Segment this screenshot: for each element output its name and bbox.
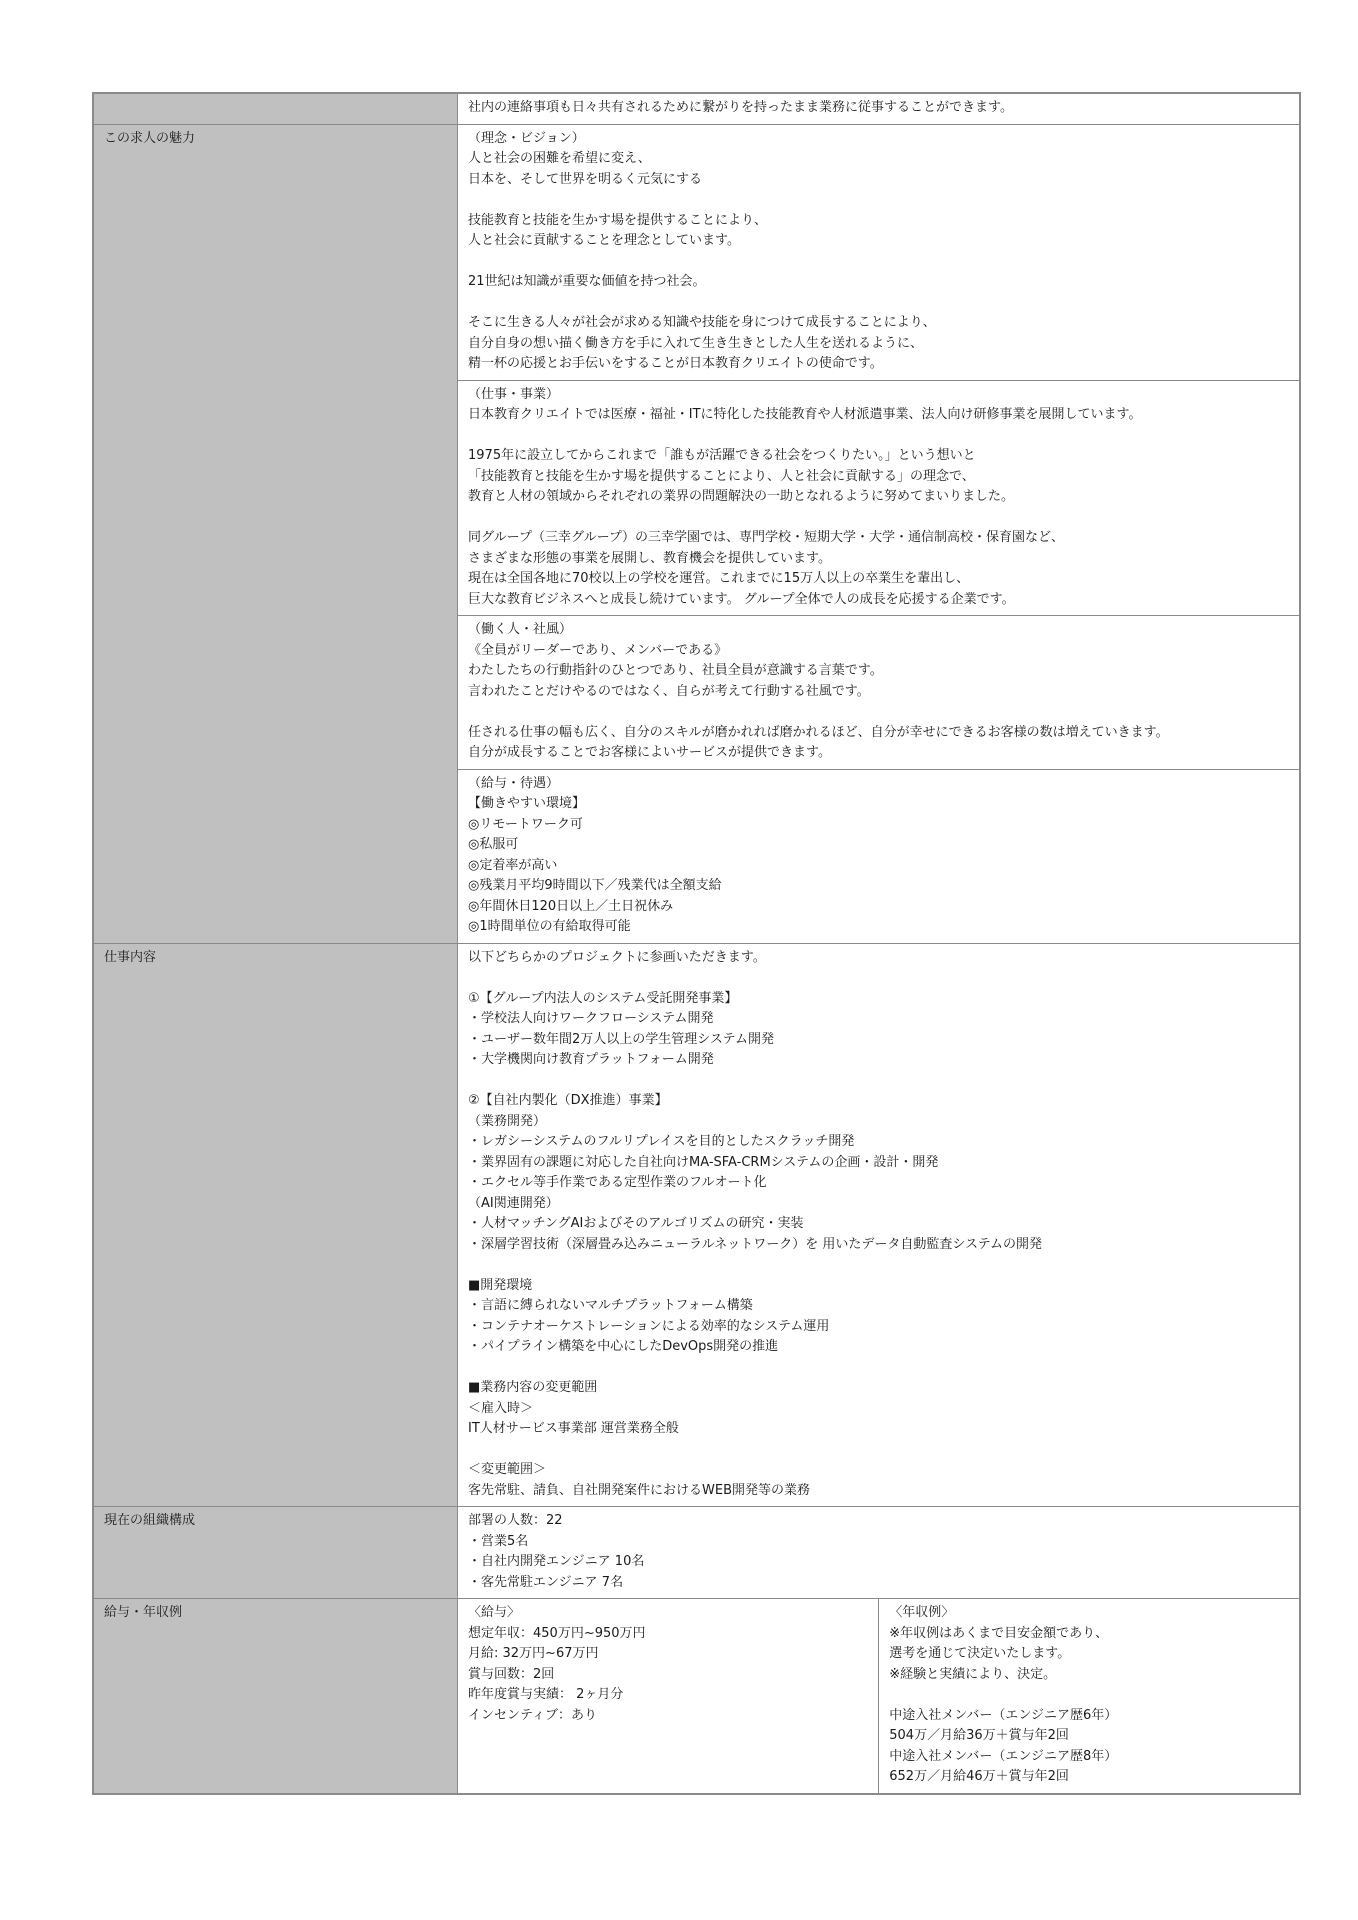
text-line: ・学校法人向けワークフローシステム開発 — [468, 1011, 714, 1026]
text-line: 自分が成長することでお客様によいサービスが提供できます。 — [468, 745, 831, 760]
text-line: 日本を、そして世界を明るく元気にする — [468, 171, 703, 187]
text-lines — [468, 385, 1289, 611]
text-lines — [468, 948, 1289, 1502]
row-appeal-vision — [93, 124, 1300, 380]
text-line — [468, 426, 1289, 447]
text-line: 選考を通じて決定いたします。 — [889, 1646, 1071, 1661]
text-line: さまざまな形態の事業を展開し、教育機会を提供しています。 — [468, 550, 831, 566]
text-line: ※経験と実績により、決定。 — [889, 1666, 1057, 1682]
text-line — [468, 1071, 1289, 1092]
text-line — [468, 252, 1289, 273]
row-label-work: 仕事内容 — [93, 943, 458, 1507]
text-line: ◎リモートワーク可 — [468, 816, 583, 832]
text-line: 言われたことだけやるのではなく、自らが考えて行動する社風です。 — [468, 683, 870, 699]
text-line: ・営業5名 — [468, 1533, 529, 1549]
job-spec-table — [92, 92, 1301, 1795]
text-line: ①【グループ内法人のシステム受託開発事業】 — [468, 990, 738, 1006]
text-line — [468, 702, 1289, 723]
row-label-org: 現在の組織構成 — [93, 1507, 458, 1599]
text-line: ②【自社内製化（DX推進）事業】 — [468, 1093, 668, 1108]
text-line: 【働きやすい環境】 — [468, 796, 586, 811]
text-line: わたしたちの行動指針のひとつであり、社員全員が意識する言葉です。 — [468, 663, 883, 678]
text-line: ※年収例はあくまで目安金額であり、 — [889, 1625, 1109, 1641]
text-line: ◎私服可 — [468, 837, 519, 852]
text-line: インセンティブ：あり — [468, 1707, 597, 1723]
text-line — [468, 190, 1289, 211]
text-line: 人と社会に貢献することを理念としています。 — [468, 233, 740, 248]
text-line — [468, 968, 1289, 989]
text-line: 504万／月給36万＋賞与年2回 — [889, 1728, 1069, 1743]
row-org — [93, 1507, 1300, 1599]
salary-examples — [879, 1599, 1300, 1794]
text-line: 技能教育と技能を生かす場を提供することにより、 — [468, 212, 768, 228]
text-line: 日本教育クリエイトでは医療・福祉・ITに特化した技能教育や人材派遣事業、法人向け研修事業を展開しています。 — [468, 407, 1142, 422]
text-lines — [468, 98, 1289, 119]
text-line: 1975年に設立してからこれまで「誰もが活躍できる社会をつくりたい。」という想いと — [468, 448, 976, 463]
text-line: （業務開発） — [468, 1113, 547, 1129]
text-line: 賞与回数：2回 — [468, 1666, 555, 1682]
appeal-business-block — [458, 380, 1301, 616]
text-line: 652万／月給46万＋賞与年2回 — [889, 1769, 1069, 1784]
text-line: 《全員がリーダーであり、メンバーである》 — [468, 642, 728, 658]
appeal-benefits-block — [458, 769, 1301, 943]
text-line: ・レガシーシステムのフルリプレイスを目的としたスクラッチ開発 — [468, 1134, 855, 1149]
text-line: ＜雇入時＞ — [468, 1400, 534, 1416]
text-line: （理念・ビジョン） — [468, 130, 585, 146]
text-line: （仕事・事業） — [468, 386, 560, 402]
appeal-vision-block — [458, 124, 1301, 380]
row-continuation — [93, 93, 1300, 124]
text-line: ・ユーザー数年間2万人以上の学生管理システム開発 — [468, 1031, 774, 1047]
text-line: IT人材サービス事業部 運営業務全般 — [468, 1421, 679, 1436]
row-work — [93, 943, 1300, 1507]
work-content — [458, 943, 1301, 1507]
text-line: ・パイプライン構築を中心にしたDevOps開発の推進 — [468, 1339, 779, 1354]
text-line: そこに生きる人々が社会が求める知識や技能を身につけて成長することにより、 — [468, 315, 936, 330]
text-line: 教育と人材の領域からそれぞれの業界の問題解決の一助となれるように努めてまいりました。 — [468, 489, 1015, 504]
text-line: 21世紀は知識が重要な価値を持つ社会。 — [468, 274, 706, 289]
text-line: ＜変更範囲＞ — [468, 1462, 547, 1477]
text-line: 社内の連絡事項も日々共有されるために繋がりを持ったまま業務に従事することができます。 — [468, 100, 1013, 115]
appeal-culture-block — [458, 616, 1301, 770]
text-line: ・自社内開発エンジニア 10名 — [468, 1554, 645, 1569]
text-line: 〈年収例〉 — [889, 1605, 955, 1620]
text-line — [889, 1685, 1289, 1706]
text-line — [468, 508, 1289, 529]
text-line — [468, 1440, 1289, 1461]
text-line: ・客先常駐エンジニア 7名 — [468, 1574, 624, 1590]
text-line: ■開発環境 — [468, 1277, 533, 1293]
text-line: 精一杯の応援とお手伝いをすることが日本教育クリエイトの使命です。 — [468, 356, 883, 371]
text-line: 月給: 32万円~67万円 — [468, 1646, 599, 1661]
text-line: ◎定着率が高い — [468, 857, 558, 873]
text-line — [468, 293, 1289, 314]
text-line: 巨大な教育ビジネスへと成長し続けています。 グループ全体で人の成長を応援する企業です。 — [468, 591, 1015, 607]
text-line: ・コンテナオーケストレーションによる効率的なシステム運用 — [468, 1318, 830, 1334]
row-label-appeal: この求人の魅力 — [93, 124, 458, 943]
row-label — [93, 93, 458, 124]
org-content — [458, 1507, 1301, 1599]
text-line: ・言語に縛られないマルチプラットフォーム構築 — [468, 1298, 753, 1313]
text-line: ・エクセル等手作業である定型作業のフルオート化 — [468, 1175, 767, 1190]
job-spec-sheet — [92, 92, 1301, 1795]
text-line: 客先常駐、請負、自社開発案件におけるWEB開発等の業務 — [468, 1482, 810, 1498]
text-line — [468, 1255, 1289, 1276]
text-line: 人と社会の困難を希望に変え、 — [468, 151, 651, 166]
text-line: 中途入社メンバー（エンジニア歴8年） — [889, 1748, 1118, 1764]
row-label-salary: 給与・年収例 — [93, 1599, 458, 1794]
text-line: ■業務内容の変更範囲 — [468, 1380, 598, 1395]
text-line: 想定年収：450万円~950万円 — [468, 1625, 646, 1641]
text-lines — [468, 774, 1289, 938]
text-line: 「技能教育と技能を生かす場を提供することにより、人と社会に貢献する」の理念で、 — [468, 468, 975, 484]
text-line: （働く人・社風） — [468, 622, 573, 637]
text-line: 自分自身の想い描く働き方を手に入れて生き生きとした人生を送れるように、 — [468, 335, 924, 351]
row-content — [458, 93, 1301, 124]
text-line: ・深層学習技術（深層畳み込みニューラルネットワーク）を 用いたデータ自動監査システムの開発 — [468, 1236, 1043, 1252]
text-line: 中途入社メンバー（エンジニア歴6年） — [889, 1707, 1118, 1723]
text-line: 同グループ（三幸グループ）の三幸学園では、専門学校・短期大学・大学・通信制高校・保育園など、 — [468, 530, 1065, 545]
text-line: 以下どちらかのプロジェクトに参画いただきます。 — [468, 949, 766, 965]
text-lines — [468, 1603, 868, 1726]
text-line — [468, 1358, 1289, 1379]
text-line: 部署の人数：22 — [468, 1513, 563, 1528]
text-line: 現在は全国各地に70校以上の学校を運営。これまでに15万人以上の卒業生を輩出し、 — [468, 571, 970, 586]
text-line: ・人材マッチングAIおよびそのアルゴリズムの研究・実装 — [468, 1216, 804, 1231]
salary-left — [458, 1599, 879, 1794]
text-line: 〈給与〉 — [468, 1605, 521, 1620]
text-line: ◎残業月平均9時間以下／残業代は全額支給 — [468, 878, 722, 893]
text-line: （給与・待遇） — [468, 775, 560, 791]
text-line: ◎1時間単位の有給取得可能 — [468, 919, 631, 934]
text-line: ◎年間休日120日以上／土日祝休み — [468, 898, 674, 914]
text-line: ・業界固有の課題に対応した自社向けMA-SFA-CRMシステムの企画・設計・開発 — [468, 1154, 939, 1170]
text-line: ・大学機関向け教育プラットフォーム開発 — [468, 1052, 714, 1067]
text-lines — [468, 1511, 1289, 1593]
text-lines — [468, 620, 1289, 764]
text-line: 任される仕事の幅も広く、自分のスキルが磨かれれば磨かれるほど、自分が幸せにできるお客様の数は増えていきます。 — [468, 724, 1169, 740]
row-salary — [93, 1599, 1300, 1794]
text-lines — [889, 1603, 1289, 1788]
text-line: （AI関連開発） — [468, 1195, 559, 1211]
text-line: 昨年度賞与実績： 2ヶ月分 — [468, 1687, 624, 1702]
text-lines — [468, 129, 1289, 375]
